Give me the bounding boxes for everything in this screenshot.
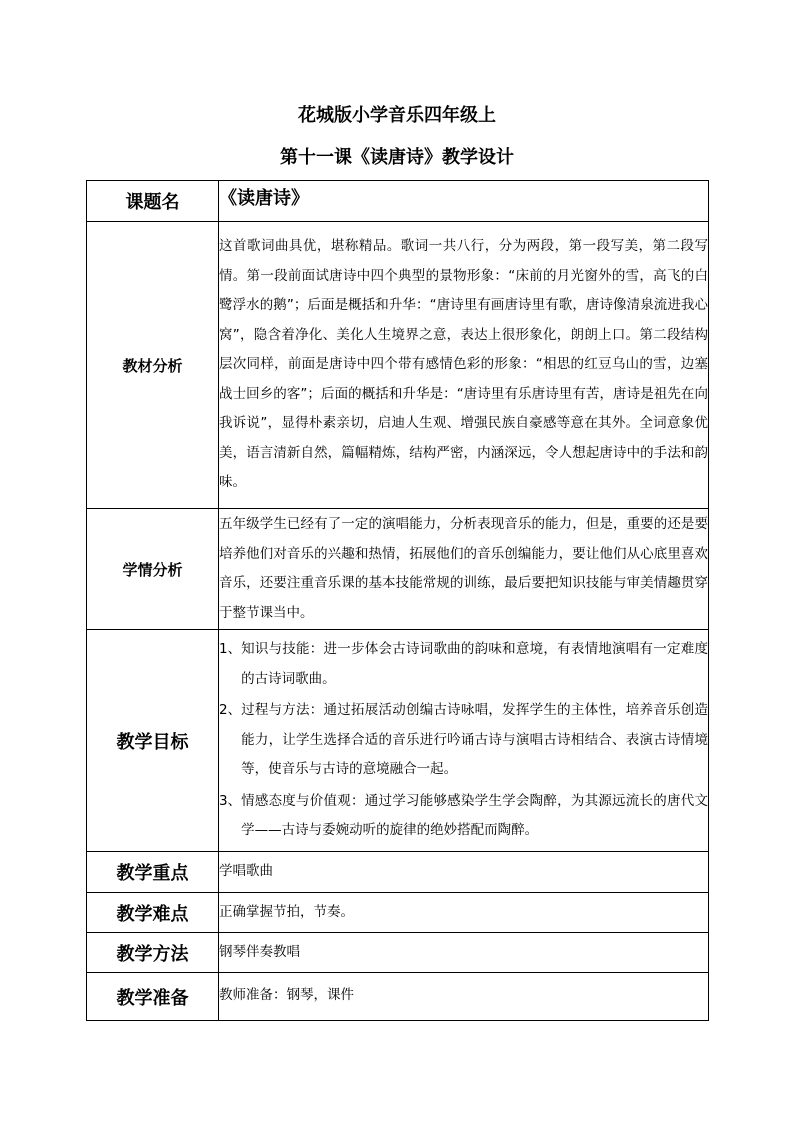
material-cell: [219, 222, 709, 509]
goal-text: 知识与技能：进一步体会古诗词歌曲的韵味和意境，有表情地演唱有一定难度的古诗词歌曲。: [241, 641, 708, 687]
topic-value: [219, 181, 709, 222]
goal-number: 1、: [219, 641, 242, 658]
topic-text: 《读唐诗》: [219, 188, 309, 210]
students-cell: [219, 509, 709, 630]
goals-cell: [219, 630, 709, 852]
table-row: [87, 933, 709, 973]
difficulty-value: 正确掌握节拍，节奏。: [219, 893, 709, 933]
table-row: [87, 181, 709, 222]
table-row: [87, 509, 709, 630]
table-row: [87, 852, 709, 893]
table-row: [87, 222, 709, 509]
goal-text: 情感态度与价值观：通过学习能够感染学生学会陶醉，为其源远流长的唐代文学——古诗与委婉动听的旋律的绝妙搭配而陶醉。: [241, 792, 708, 839]
key-point-value: 学唱歌曲: [219, 852, 709, 893]
goal-number: 3、: [219, 792, 242, 809]
goal-text: 过程与方法：通过拓展活动创编古诗咏唱，发挥学生的主体性，培养音乐创造能力，让学生选择合适的音乐进行吟诵古诗与演唱古诗相结合、表演古诗情境等，使音乐与古诗的意境融合一起。: [241, 702, 708, 778]
goals-list: [219, 632, 708, 849]
topic-label: 课题名: [87, 181, 219, 222]
method-label: 教学方法: [87, 933, 219, 973]
goals-label: 教学目标: [87, 630, 219, 852]
difficulty-label: 教学难点: [87, 893, 219, 933]
method-value: 钢琴伴奏教唱: [219, 933, 709, 973]
goal-number: 2、: [219, 702, 242, 719]
document-title: 花城版小学音乐四年级上: [298, 105, 496, 126]
lesson-plan-table: [86, 180, 709, 1021]
lesson-title: 第十一课《读唐诗》教学设计: [280, 147, 514, 168]
table-row: [87, 973, 709, 1021]
material-label: 教材分析: [87, 222, 219, 509]
prep-value: 教师准备：钢琴，课件: [219, 973, 709, 1021]
table-row: [87, 630, 709, 852]
goal-item: [219, 696, 708, 785]
prep-label: 教学准备: [87, 973, 219, 1021]
goal-item: [219, 787, 708, 846]
students-text: 五年级学生已经有了一定的演唱能力，分析表现音乐的能力，但是，重要的还是要培养他们对音乐的兴趣和热情，拓展他们的音乐创编能力，要让他们从心底里喜欢音乐，还要注重音乐课的基本技能常规的训练，最后要把知识技能与审美情趣贯穿于整节课当中。: [219, 516, 708, 621]
key-point-label: 教学重点: [87, 852, 219, 893]
students-label: 学情分析: [87, 509, 219, 630]
material-text: 这首歌词曲具优，堪称精品。歌词一共八行，分为两段，第一段写美，第二段写情。第一段前面试唐诗中四个典型的景物形象：“床前的月光窗外的雪，高飞的白鹭浮水的鹅”；后面是概括和升华：“唐诗里有画唐诗里有歌，唐诗像清泉流进我心窝”，隐含着净化、美化人生境界之意，表达上很形象化，朗朗上口。第二段结构层次同样，前面是唐诗中四个带有感情色彩的形象：“相思的红豆乌山的雪，边塞战士回乡的客”；后面的概括和升华是：“唐诗里有乐唐诗里有苦，唐诗是祖先在向我诉说”，显得朴素亲切，启迪人生观、增强民族自豪感等意在其外。全词意象优美，语言清新自然，篇幅精炼，结构严密，内涵深远，令人想起唐诗中的手法和韵味。: [219, 238, 708, 491]
goal-item: [219, 635, 708, 694]
table-row: [87, 893, 709, 933]
